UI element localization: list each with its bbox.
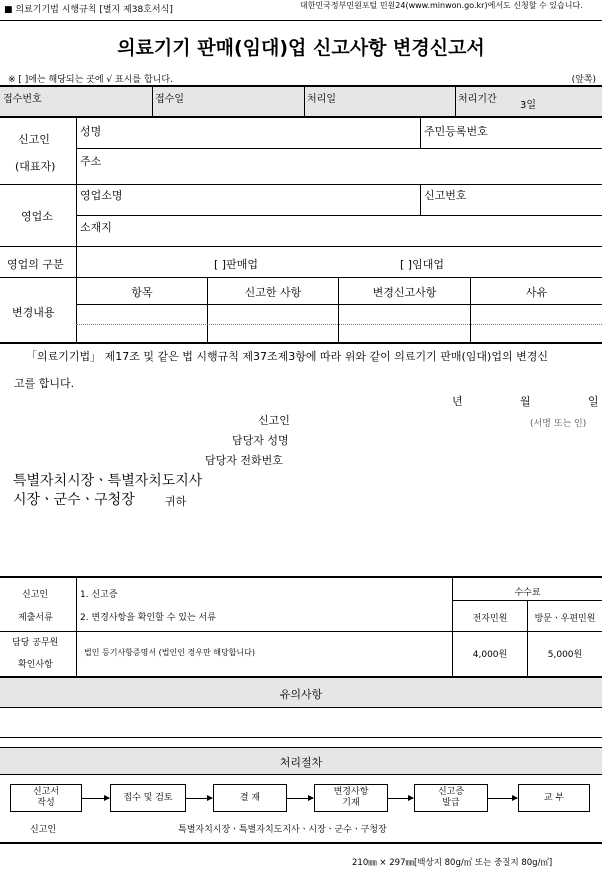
fee-visit-value: 5,000원	[547, 650, 583, 660]
addressee-suffix: 귀하	[165, 495, 187, 508]
step-label: 기재	[342, 798, 360, 808]
step-label: 변경사항	[333, 787, 369, 797]
section-border	[0, 342, 602, 344]
column-item: 항목	[131, 286, 153, 299]
cell-divider	[455, 86, 456, 116]
step-label: 신고증	[437, 787, 465, 797]
documents-label-2: 제출서류	[18, 613, 53, 623]
officer-name-label: 담당자 성명	[232, 434, 289, 447]
step-label: 작성	[37, 798, 55, 808]
report-number-label: 신고번호	[424, 189, 467, 202]
section-border	[0, 737, 602, 738]
form-reference: ■ 의료기기법 시행규칙 [별지 제38호서식]	[4, 5, 173, 15]
procedure-title: 처리절차	[279, 756, 323, 769]
cell-divider	[304, 86, 305, 116]
arrow-right-icon	[185, 798, 212, 799]
section-border	[0, 277, 602, 278]
changes-label: 변경내용	[12, 306, 55, 319]
step-record-changes	[314, 784, 388, 812]
processing-period-value: 3일	[520, 100, 537, 111]
step-label: 결 재	[239, 792, 261, 803]
step-label: 신고서	[32, 787, 60, 797]
column-reason: 사유	[525, 286, 548, 299]
section-border	[0, 576, 602, 578]
notes-title: 유의사항	[279, 688, 323, 701]
option-sale-checkbox[interactable]: [ ]판매업	[214, 258, 258, 271]
online-notice: 대한민국정부민원포털 민원24(www.minwon.go.kr)에서도 신청할 수 있습니다.	[300, 1, 583, 10]
official-label-2: 확인사항	[18, 660, 53, 670]
receipt-number-label: 접수번호	[3, 94, 42, 105]
step-label: 발급	[442, 798, 460, 808]
section-border	[0, 676, 602, 678]
section-border	[0, 246, 602, 247]
fee-electronic-value: 4,000원	[472, 650, 508, 660]
official-check-item: 법인 등기사항증명서 (법인인 경우만 해당합니다)	[84, 648, 255, 657]
signature-hint: (서명 또는 인)	[530, 419, 587, 429]
column-changed: 변경신고사항	[372, 286, 437, 299]
official-label-1: 담당 공무원	[12, 638, 59, 648]
label-divider	[76, 578, 77, 676]
step-receive-review	[110, 784, 186, 812]
row-divider	[0, 707, 602, 708]
applicant-label: 신고인	[18, 133, 50, 146]
receipt-row-bg	[0, 86, 602, 116]
step-issue-certificate	[414, 784, 488, 812]
column-reported: 신고한 사항	[244, 286, 302, 299]
business-label: 영업소	[21, 210, 53, 223]
location-label: 소재지	[80, 221, 112, 234]
business-name-label: 영업소명	[80, 189, 123, 202]
addressee-line1: 특별자치시장ㆍ특별자치도지사	[13, 473, 203, 489]
label-divider	[76, 247, 77, 277]
section-border	[0, 116, 602, 118]
row-divider	[76, 304, 602, 305]
step-deliver	[518, 784, 590, 812]
row-divider	[76, 215, 602, 216]
processing-period-label: 처리기간	[458, 94, 497, 105]
address-label: 주소	[80, 155, 102, 168]
document-item-1: 1. 신고증	[80, 590, 118, 600]
officer-phone-label: 담당자 전화번호	[205, 454, 283, 467]
row-divider	[76, 148, 602, 149]
actor-reporter: 신고인	[30, 825, 57, 835]
cell-divider	[420, 185, 421, 215]
option-rental-checkbox[interactable]: [ ]임대업	[400, 258, 444, 271]
documents-label-1: 신고인	[22, 590, 49, 600]
arrow-right-icon	[286, 798, 313, 799]
resident-id-label: 주민등록번호	[424, 125, 488, 138]
cell-divider	[152, 86, 153, 116]
row-divider	[76, 324, 602, 325]
check-note: ※ [ ]에는 해당되는 곳에 √ 표시를 합니다.	[8, 75, 173, 85]
row-divider	[452, 600, 602, 601]
section-border	[0, 184, 602, 185]
page-mark: (앞쪽)	[571, 75, 596, 85]
arrow-right-icon	[487, 798, 517, 799]
step-approval	[213, 784, 287, 812]
row-divider	[0, 774, 602, 775]
step-label: 접수 및 검토	[123, 792, 173, 803]
step-write-form	[10, 784, 82, 812]
paper-spec-footer: 210㎜ × 297㎜[백상지 80g/㎡ 또는 중질지 80g/㎡]	[352, 858, 553, 868]
category-label: 영업의 구분	[7, 258, 64, 271]
fee-electronic-label: 전자민원	[472, 614, 508, 624]
reporter-label: 신고인	[258, 414, 290, 427]
day-label: 일	[588, 395, 599, 408]
name-label: 성명	[80, 125, 102, 138]
addressee-line2: 시장ㆍ군수ㆍ구청장	[13, 492, 135, 508]
section-border	[0, 85, 602, 87]
processed-date-label: 처리일	[307, 94, 336, 105]
declaration-line1: 「의료기기법」 제17조 및 같은 법 시행규칙 제37조제3항에 따라 위와 같이 의료기기 판매(임대)업의 변경신	[26, 350, 548, 363]
declaration-line2: 고를 합니다.	[14, 377, 75, 390]
fee-label: 수수료	[514, 588, 541, 598]
month-label: 월	[520, 395, 531, 408]
row-divider	[0, 631, 602, 632]
cell-divider	[420, 118, 421, 148]
header-divider	[0, 20, 602, 21]
arrow-right-icon	[387, 798, 413, 799]
section-border	[0, 747, 602, 748]
applicant-representative-label: (대표자)	[15, 160, 56, 173]
page-title: 의료기기 판매(임대)업 신고사항 변경신고서	[117, 37, 485, 59]
section-border	[0, 842, 602, 844]
document-item-2: 2. 변경사항을 확인할 수 있는 서류	[80, 613, 216, 623]
actor-authority: 특별자치시장ㆍ특별자치도지사ㆍ시장ㆍ군수ㆍ구청장	[178, 825, 387, 835]
year-label: 년	[452, 395, 463, 408]
label-divider	[76, 118, 77, 184]
step-label: 교 부	[543, 792, 565, 803]
receipt-date-label: 접수일	[155, 94, 184, 105]
fee-visit-label: 방문ㆍ우편민원	[534, 614, 596, 624]
arrow-right-icon	[81, 798, 109, 799]
